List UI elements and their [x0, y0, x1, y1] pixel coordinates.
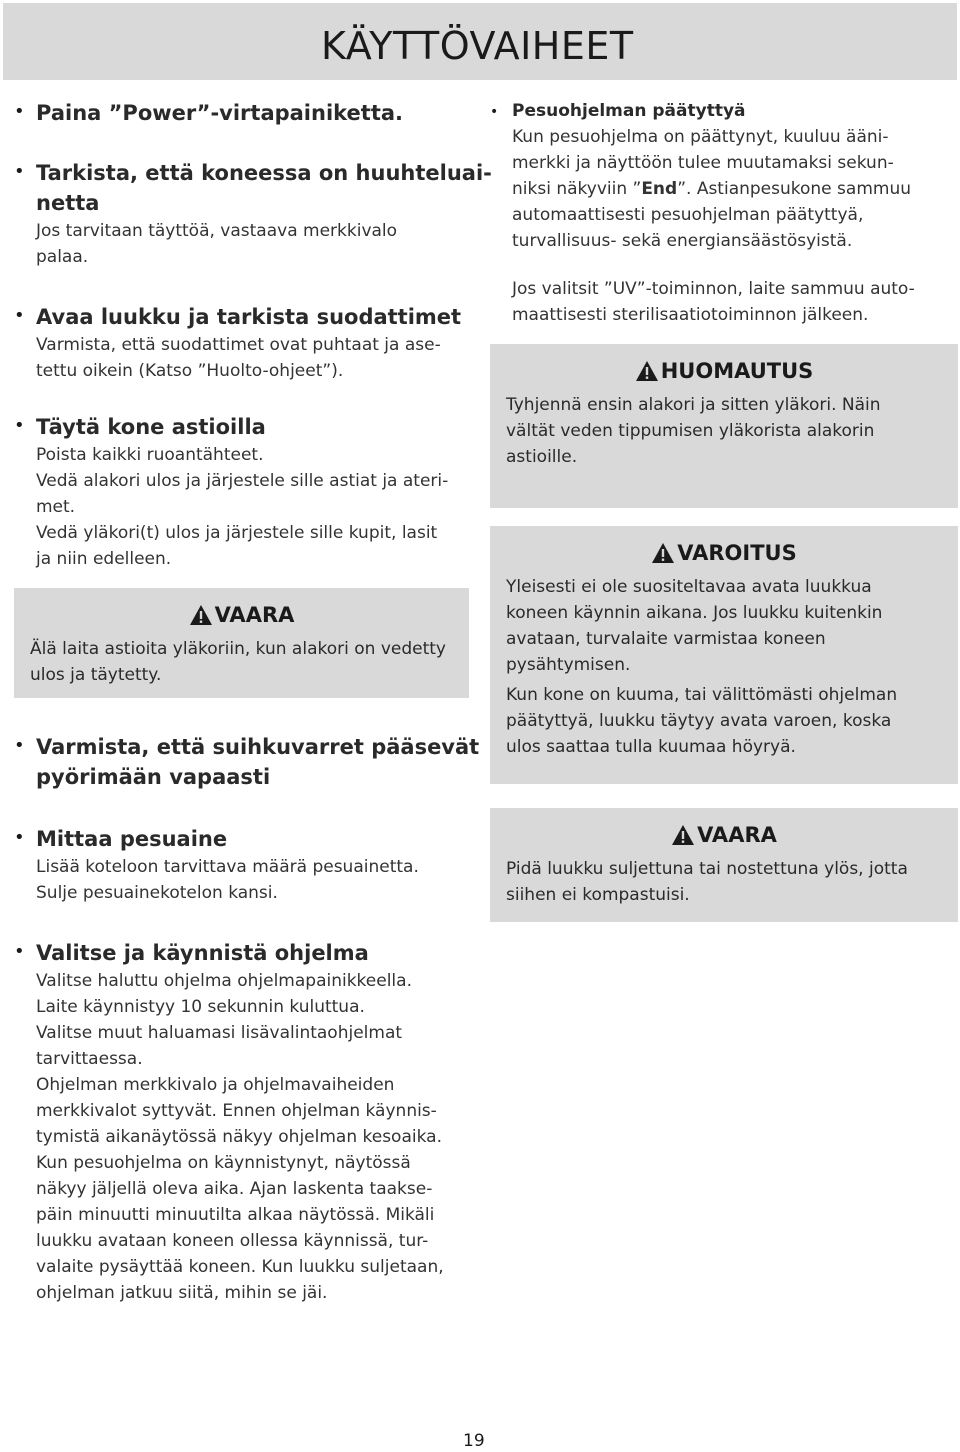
page-title: KÄYTTÖVAIHEET [321, 24, 634, 68]
warning-title-text: VAROITUS [677, 541, 797, 565]
warning-triangle-icon [635, 360, 659, 382]
note-title-text: HUOMAUTUS [660, 359, 814, 383]
step-heading: Tarkista, että koneessa on huuhteluai- netta [36, 161, 492, 215]
bullet-dot-icon: • [14, 415, 25, 436]
bullet-dot-icon: • [14, 735, 25, 756]
danger-text: Älä laita astioita yläkoriin, kun alakori on vedetty ulos ja täytetty. [30, 639, 446, 685]
section-text [512, 124, 960, 254]
note-title [506, 356, 942, 386]
step-heading: Mittaa pesuaine [36, 827, 228, 851]
danger-box [14, 588, 469, 698]
warning-triangle-icon [651, 542, 675, 564]
bullet-dot-icon: • [490, 104, 499, 120]
bullet-dot-icon: • [14, 827, 25, 848]
step-text: Valitse haluttu ohjelma ohjelmapainikkeella. Laite käynnistyy 10 sekunnin kuluttua. Valitse muut haluamasi lisävalintaohjelmat tarvittaessa. Ohjelman merkkivalo ja ohjelmavaiheiden merkkivalot syttyvät. Ennen ohjelman käynnis- tymistä aikanäytössä näkyy ohjelman kesoaika. Kun pesuohjelma on käynnistynyt, näytössä näkyy jäljellä oleva aika. Ajan laskenta taakse- päin minuutti minuutilta alkaa näytössä. Mikäli luukku avataan koneen ollessa käynnissä, tur- valaite pysäyttää koneen. Kun luukku suljetaan, ohjelman jatkuu siitä, mihin se jäi. [36, 971, 444, 1303]
page-number: 19 [463, 1431, 485, 1451]
section-text: Jos valitsit ”UV”-toiminnon, laite sammuu auto- maattisesti sterilisaatiotoiminnon jälkeen. [512, 279, 915, 325]
step-heading: Varmista, että suihkuvarret pääsevät pyörimään vapaasti [36, 735, 480, 789]
step-spray-arms [14, 732, 496, 792]
danger-title [506, 820, 942, 850]
danger-title [30, 600, 453, 630]
step-heading: Valitse ja käynnistä ohjelma [36, 941, 369, 965]
section-text-part: Kun pesuohjelma on päättynyt, kuuluu ääni- merkki ja näyttöön tulee muutamaksi sekun- niksi näkyviin ” [512, 127, 894, 199]
end-display-label: End [641, 179, 678, 199]
step-rinse-aid [14, 158, 496, 270]
step-heading: Avaa luukku ja tarkista suodattimet [36, 305, 462, 329]
step-heading: Paina ”Power”-virtapainiketta. [36, 101, 404, 125]
danger-box [490, 808, 958, 922]
step-text: Varmista, että suodattimet ovat puhtaat ja ase- tettu oikein (Katso ”Huolto-ohjeet”). [36, 335, 441, 381]
note-box [490, 344, 958, 508]
step-load [14, 412, 496, 572]
step-text: Poista kaikki ruoantähteet. [36, 445, 264, 465]
step-heading: Täytä kone astioilla [36, 415, 266, 439]
step-power [14, 98, 499, 128]
header-bar [3, 3, 957, 80]
warning-box [490, 526, 958, 784]
warning-triangle-icon [671, 824, 695, 846]
warning-title [506, 538, 942, 568]
step-text: Jos tarvitaan täyttöä, vastaava merkkivalo palaa. [36, 221, 398, 267]
section-text-part: ”. Astianpesukone sammuu automaattisesti pesuohjelman päätyttyä, turvallisuus- sekä energiansäästösyistä. [512, 179, 911, 251]
step-detergent [14, 824, 496, 906]
step-text: Vedä alakori ulos ja järjestele sille astiat ja ateri- met. [36, 471, 449, 517]
danger-title-text: VAARA [697, 823, 777, 847]
step-text: Lisää koteloon tarvittava määrä pesuainetta. Sulje pesuainekotelon kansi. [36, 857, 419, 903]
bullet-dot-icon: • [14, 941, 25, 962]
step-text: Vedä yläkori(t) ulos ja järjestele sille kupit, lasit ja niin edelleen. [36, 523, 438, 569]
step-start-program [14, 938, 496, 1306]
section-heading: Pesuohjelman päätyttyä [512, 101, 746, 121]
note-text: Tyhjennä ensin alakori ja sitten yläkori. Näin vältät veden tippumisen yläkorista alakorin astioille. [506, 395, 881, 467]
bullet-dot-icon: • [14, 305, 25, 326]
danger-text: Pidä luukku suljettuna tai nostettuna ylös, jotta siihen ei kompastuisi. [506, 859, 908, 905]
danger-title-text: VAARA [214, 603, 295, 627]
warning-triangle-icon [189, 604, 213, 626]
warning-text: Yleisesti ei ole suositeltavaa avata luukkua koneen käynnin aikana. Jos luukku kuitenkin avataan, turvalaite varmistaa koneen pysähtymisen. [506, 577, 883, 675]
bullet-dot-icon: • [14, 161, 25, 182]
step-filters [14, 302, 496, 384]
bullet-dot-icon: • [14, 101, 25, 122]
warning-text: Kun kone on kuuma, tai välittömästi ohjelman päätyttyä, luukku täytyy avata varoen, koska ulos saattaa tulla kuumaa höyryä. [506, 685, 898, 757]
program-end-section [490, 98, 960, 328]
